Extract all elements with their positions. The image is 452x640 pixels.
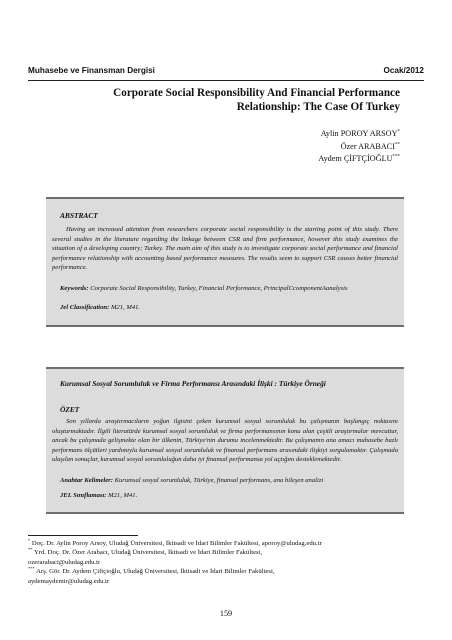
page-number: 159 [219, 609, 233, 618]
footnote-3: *** Arş. Gör. Dr. Aydem Çiftçioğlu, Uludağ Üniversitesi, İktisadi ve İdari Bilimler Fakültesi, [28, 566, 275, 576]
ozet-heading: ÖZET [60, 405, 80, 414]
journal-name: Muhasebe ve Finansman Dergisi [28, 66, 155, 75]
footnote-2: ** Yrd. Doç. Dr. Özer Arabacı, Uludağ Üniversitesi, İktisadi ve İdari Bilimler Fakültesi, [28, 547, 263, 557]
footnote-rule [28, 535, 138, 536]
running-header [28, 66, 424, 79]
abstract-text: Having an increased attention from researchers corporate social responsibility is the starting point of this study. There several studies in the literature regarding the linkage between CSR and firm performance, however this study examines the situation of a developing country; Turkey. The main aim of this study is to investigate corporate social performance and financial performance relationship with accounting based performance measures. The results seem to support CSR causes better financial performance. [52, 226, 398, 271]
ozet-jel: JEL Sınıflaması: M21, M41. [60, 492, 138, 499]
footnote-2-email: ozerarabaci@uludag.edu.tr [28, 558, 101, 566]
abstract-box [46, 197, 404, 327]
header-rule [28, 80, 424, 81]
abstract-keywords: Keywords: Corporate Social Responsibility, Turkey, Financial Performance, PrincipalCcomponentAanalysis [60, 285, 348, 292]
author-list [318, 128, 400, 166]
author-2: Özer ARABACI** [340, 141, 400, 151]
ozet-keywords: Anahtar Kelimeler: Kurumsal sosyal sorumluluk, Türkiye, finansal performans, ana bileşen analizi [60, 477, 324, 484]
paper-title: Corporate Social Responsibility And Financial Performance Relationship: The Case Of Turkey [113, 87, 400, 113]
footnote-3-email: aydemaydemir@uludag.edu.tr [28, 577, 110, 585]
author-3-mark: *** [392, 154, 400, 160]
footnotes [28, 539, 428, 586]
author-1: Aylin POROY ARSOY* [320, 129, 400, 138]
turkish-title: Kurumsal Sosyal Sorumluluk ve Firma Performansı Arasındaki İlişki : Türkiye Örneği [60, 379, 326, 388]
author-1-mark: * [397, 129, 400, 135]
author-3: Aydem ÇİFTÇİOĞLU*** [318, 154, 400, 163]
footnote-1: * Doç. Dr. Aylin Poroy Arsoy, Uludağ Üniversitesi, İktisadi ve İdari Bilimler Fakültesi, aporoy@uludag.edu.tr [28, 538, 322, 547]
issue-date: Ocak/2012 [383, 66, 424, 75]
abstract-heading: ABSTRACT [60, 211, 98, 220]
ozet-box [46, 367, 404, 514]
ozet-text: Son yıllarda araştırmacıların yoğun ilgisini çeken kurumsal sosyal sorumluluk bu çalışmanın başlangıç noktasını oluşturmaktadır. İlgili literatürde kurumsal sosyal sorumluluk ve firma performansının konu alan çeşitli araştırmalar mevcuttur, ancak bu çalışmada gelişmekte olan bir ülkenin, Türkiye'nin durumu incelenmektedir. Bu çalışmanın ana amacı muhasebe bazlı performans ölçütleri yardımıyla kurumsal sosyal sorumluluk ve finansal performans arasındaki ilişkiyi sorgulamaktır. Çalışmada ulaşılan sonuçlar, kurumsal sosyal sorumluluğun daha iyi finansal performansa yol açtığını desteklemektedir. [52, 418, 398, 463]
author-2-mark: ** [395, 142, 400, 147]
abstract-jel: Jel Classification: M21, M41. [60, 304, 141, 311]
